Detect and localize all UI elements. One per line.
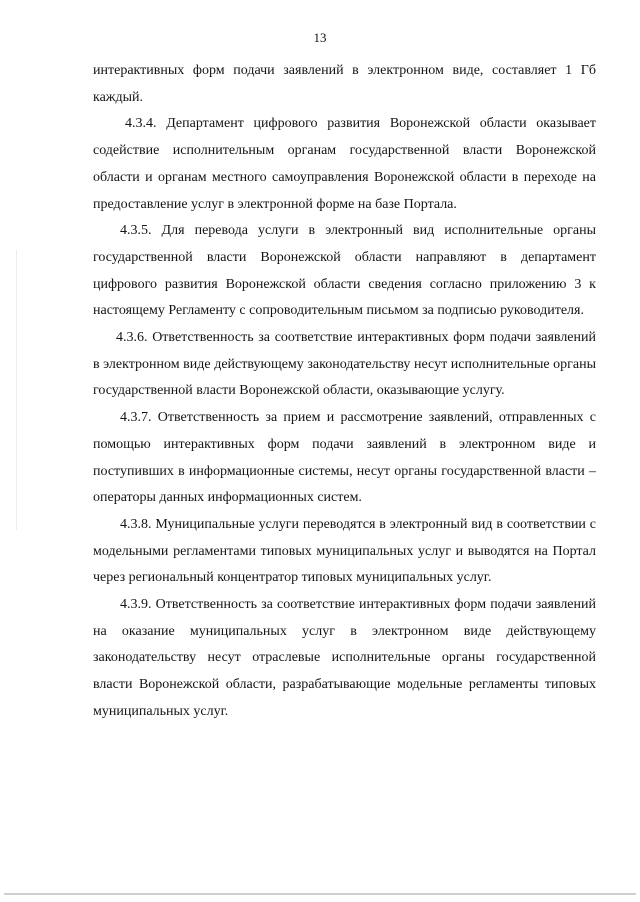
paragraph-4-3-9: 4.3.9. Ответственность за соответствие интерактивных форм подачи заявлений на оказание муниципальных услуг в электронном виде действующему законодательству несут отраслевые исполнительные органы государственной власти Воронежской области, разрабатывающие модельные регламенты типовых муниципальных услуг. <box>93 597 596 719</box>
paragraph-4-3-7: 4.3.7. Ответственность за прием и рассмотрение заявлений, отправленных с помощью интерактивных форм подачи заявлений в электронном виде и поступивших в информационные системы, несут органы государственной власти – операторы данных информационных систем. <box>93 410 596 506</box>
document-body <box>93 58 596 726</box>
scan-edge-left <box>16 250 17 530</box>
paragraph-continuation: интерактивных форм подачи заявлений в электронном виде, составляет 1 Гб каждый. <box>93 63 596 105</box>
page-number: 13 <box>313 30 327 45</box>
paragraph-4-3-6: 4.3.6. Ответственность за соответствие интерактивных форм подачи заявлений в электронном виде действующему законодательству несут исполнительные органы государственной власти Воронежской области, оказывающие услугу. <box>93 330 596 399</box>
scan-edge-bottom <box>4 893 636 895</box>
paragraph-4-3-5: 4.3.5. Для перевода услуги в электронный вид исполнительные органы государственной власти Воронежской области направляют в департамент цифрового развития Воронежской области сведения согласно приложению 3 к настоящему Регламенту с сопроводительным письмом за подписью руководителя. <box>93 223 596 319</box>
paragraph-4-3-4: 4.3.4. Департамент цифрового развития Воронежской области оказывает содействие исполнительным органам государственной власти Воронежской области и органам местного самоуправления Воронежской области в переходе на предоставление услуг в электронной форме на базе Портала. <box>93 116 596 212</box>
paragraph-4-3-8: 4.3.8. Муниципальные услуги переводятся в электронный вид в соответствии с модельными регламентами типовых муниципальных услуг и выводятся на Портал через региональный концентратор типовых муниципальных услуг. <box>93 516 596 586</box>
